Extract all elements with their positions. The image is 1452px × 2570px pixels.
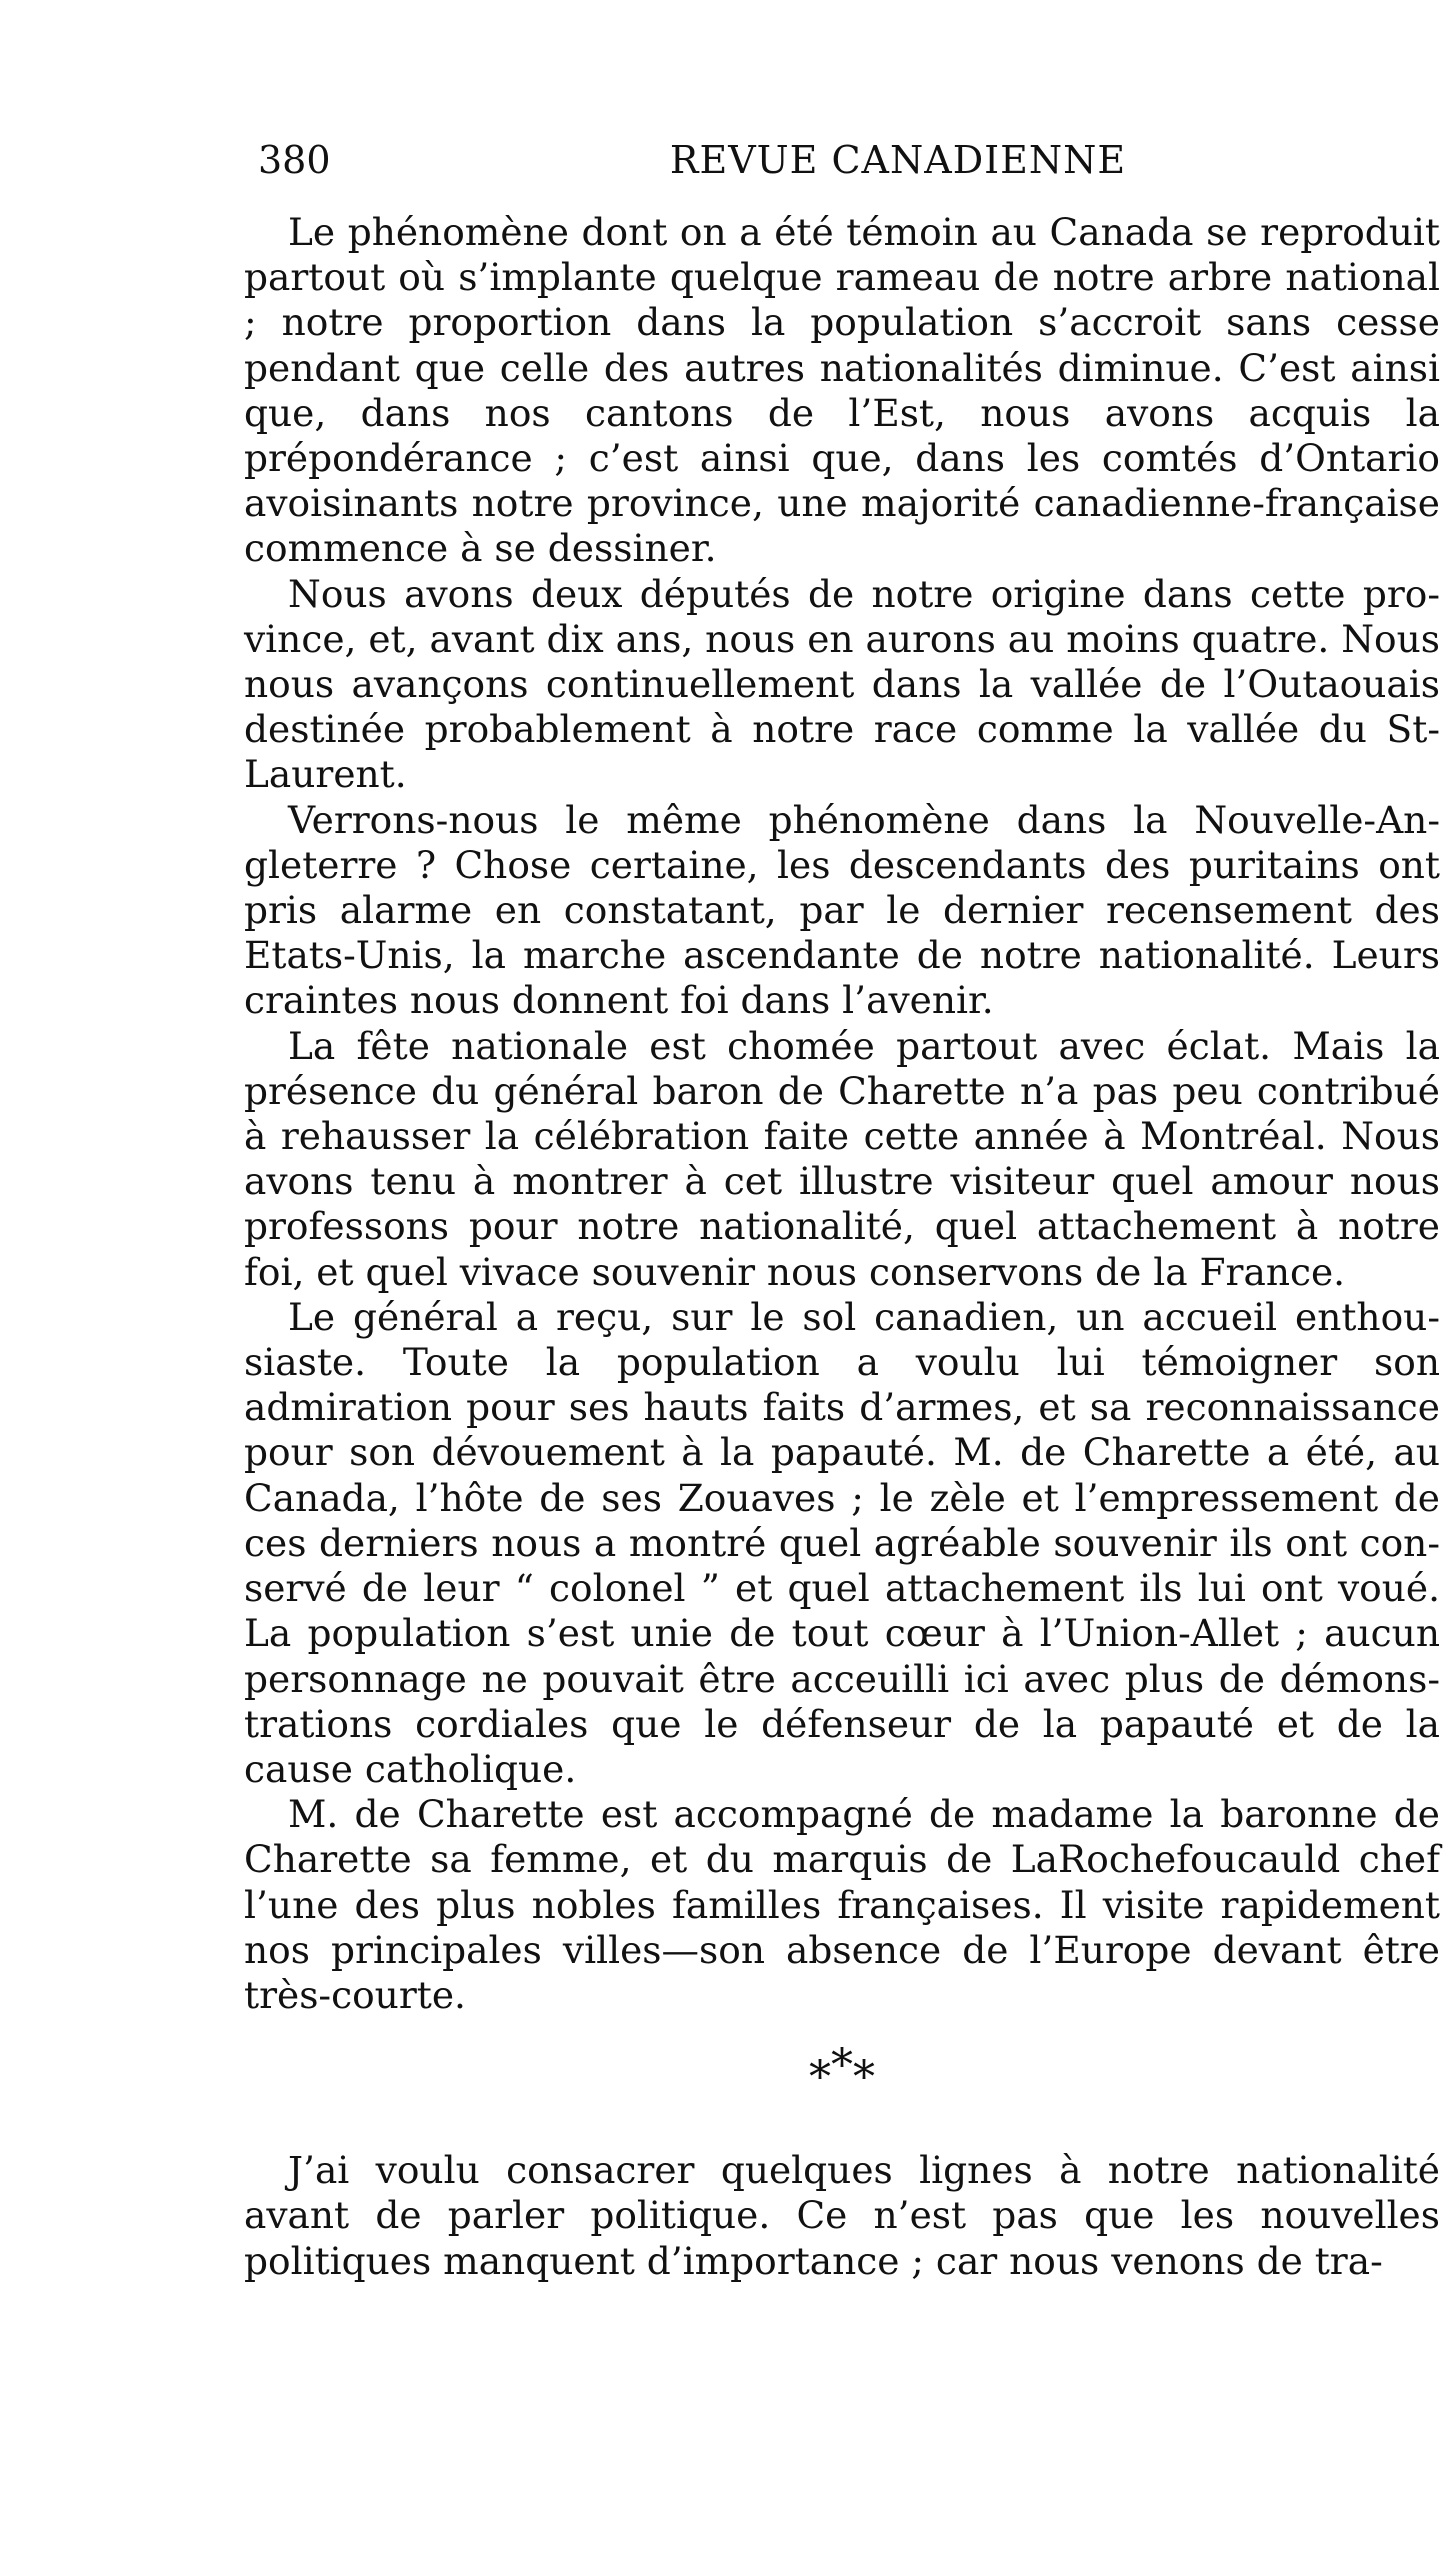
- running-head: [258, 132, 1436, 188]
- paragraph-1: Le phénomène dont on a été témoin au Canada se reproduit partout où s’implante quelque rameau de notre arbre national ; notre proportion dans la population s’accroit sans cesse pendant que celle des autres nationalités diminue. C’est ainsi que, dans nos cantons de l’Est, nous avons acquis la prépondérance ; c’est ainsi que, dans les comtés d’Ontario avoisinants notre province, une majorité canadienne-française commence à se dessiner.: [244, 210, 1440, 571]
- paragraph-closing: J’ai voulu consacrer quelques lignes à notre nationalité avant de parler politique. Ce n’est pas que les nouvelles politiques manquent d’importance ; car nous venons de tra-: [244, 2148, 1440, 2283]
- page-number: 380: [258, 138, 331, 182]
- paragraph-4: La fête nationale est chomée partout avec éclat. Mais la présence du général baron de Charette n’a pas peu contribué à rehausser la célébration faite cette année à Montréal. Nous avons tenu à montrer à cet illustre visiteur quel amour nous professons pour notre nationalité, quel attachement à notre foi, et quel vivace souvenir nous conservons de la France.: [244, 1023, 1440, 1294]
- paragraph-6: M. de Charette est accompagné de madame la baronne de Charette sa femme, et du marquis de LaRochefoucauld chef l’une des plus nobles familles françaises. Il visite rapidement nos principales villes—son absence de l’Europe devant être très-courte.: [244, 1792, 1440, 2017]
- paragraph-3: Verrons-nous le même phénomène dans la Nouvelle-Angleterre ? Chose certaine, les descendants des puritains ont pris alarme en constatant, par le dernier recensement des Etats-Unis, la marche ascendante de notre nationalité. Leurs craintes nous donnent foi dans l’avenir.: [244, 797, 1440, 1023]
- asterisk-middle: *: [831, 2040, 853, 2092]
- paragraph-2: Nous avons deux députés de notre origine dans cette province, et, avant dix ans, nous en aurons au moins quatre. Nous nous avançons continuellement dans la vallée de l’Outaouais destinée probablement à notre race comme la vallée du St-Laurent.: [244, 571, 1441, 797]
- asterisk-left: *: [809, 2052, 831, 2104]
- asterisk-right: *: [853, 2052, 875, 2104]
- running-title: REVUE CANADIENNE: [669, 138, 1127, 182]
- paragraph-5: Le général a reçu, sur le sol canadien, un accueil enthousiaste. Toute la population a voulu lui témoigner son admiration pour ses hauts faits d’armes, et sa reconnaissance pour son dévouement à la papauté. M. de Charette a été, au Canada, l’hôte de ses Zouaves ; le zèle et l’empressement de ces derniers nous a montré quel agréable souvenir ils ont conservé de leur “ colonel ” et quel attachement ils lui ont voué. La population s’est unie de tout cœur à l’Union-Allet ; aucun personnage ne pouvait être acceuilli ici avec plus de démonstrations cordiales que le défenseur de la papauté et de la cause catholique.: [244, 1294, 1440, 1791]
- article-body: [244, 210, 1440, 2284]
- section-separator: [244, 2018, 1440, 2138]
